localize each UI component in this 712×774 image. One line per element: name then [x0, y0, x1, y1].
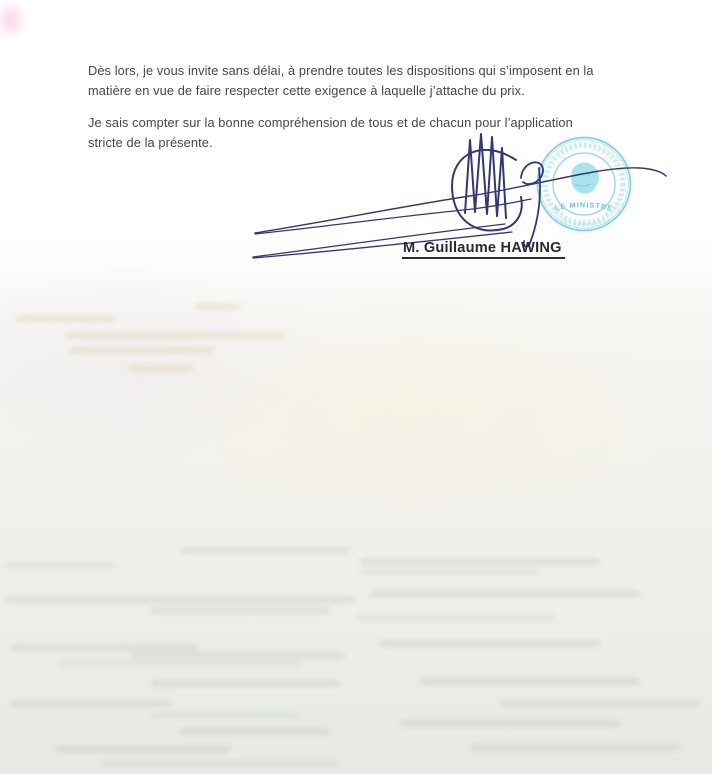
stamp-emblem — [571, 163, 599, 194]
stamp-center-text: LE MINISTRE — [554, 200, 615, 214]
text-line: Je sais compter sur la bonne compréhension de tous et de chacun pour l’application — [88, 115, 573, 130]
signatory-name: M. Guillaume HAWING — [402, 240, 565, 259]
text-line: matière en vue de faire respecter cette exigence à laquelle j’attache du prix. — [88, 82, 525, 98]
official-stamp — [538, 138, 631, 231]
text-line: Dès lors, je vous invite sans délai, à prendre toutes les dispositions qui s’imposent en la — [88, 63, 594, 78]
text-line: stricte de la présente. — [88, 134, 213, 150]
